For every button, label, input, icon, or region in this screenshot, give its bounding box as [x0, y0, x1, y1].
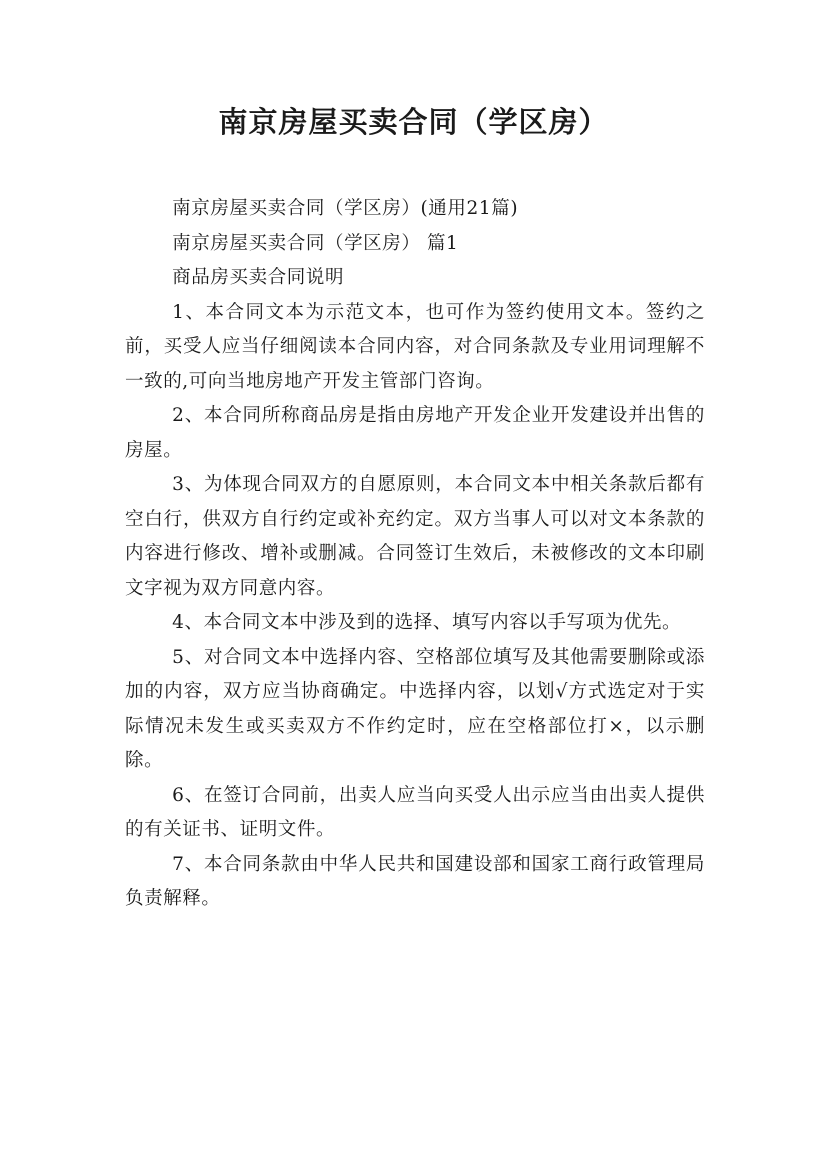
clause-3: 3、为体现合同双方的自愿原则，本合同文本中相关条款后都有空白行，供双方自行约定或补充约定。双方当事人可以对文本条款的内容进行修改、增补或删减。合同签订生效后，未被修改的文本印刷文字视为双方同意内容。 [125, 474, 705, 599]
document-title: 南京房屋买卖合同（学区房） [218, 105, 609, 139]
clause-6: 6、在签订合同前，出卖人应当向买受人出示应当由出卖人提供的有关证书、证明文件。 [125, 784, 705, 840]
clause-4: 4、本合同文本中涉及到的选择、填写内容以手写项为优先。 [172, 612, 682, 633]
instructions-heading: 商品房买卖合同说明 [172, 267, 345, 288]
clause-1: 1、本合同文本为示范文本，也可作为签约使用文本。签约之前，买受人应当仔细阅读本合同内容，对合同条款及专业用词理解不一致的,可向当地房地产开发主管部门咨询。 [125, 301, 705, 392]
clause-2: 2、本合同所称商品房是指由房地产开发企业开发建设并出售的房屋。 [125, 405, 705, 461]
clause-5: 5、对合同文本中选择内容、空格部位填写及其他需要删除或添加的内容，双方应当协商确定。中选择内容，以划√方式选定对于实际情况未发生或买卖双方不作约定时，应在空格部位打×，以示删除。 [125, 646, 705, 771]
document-body [125, 192, 705, 917]
clause-7: 7、本合同条款由中华人民共和国建设部和国家工商行政管理局负责解释。 [125, 853, 705, 909]
subtitle-paragraph: 南京房屋买卖合同（学区房）(通用21篇) [172, 198, 519, 219]
section-heading: 南京房屋买卖合同（学区房） 篇1 [172, 232, 459, 254]
